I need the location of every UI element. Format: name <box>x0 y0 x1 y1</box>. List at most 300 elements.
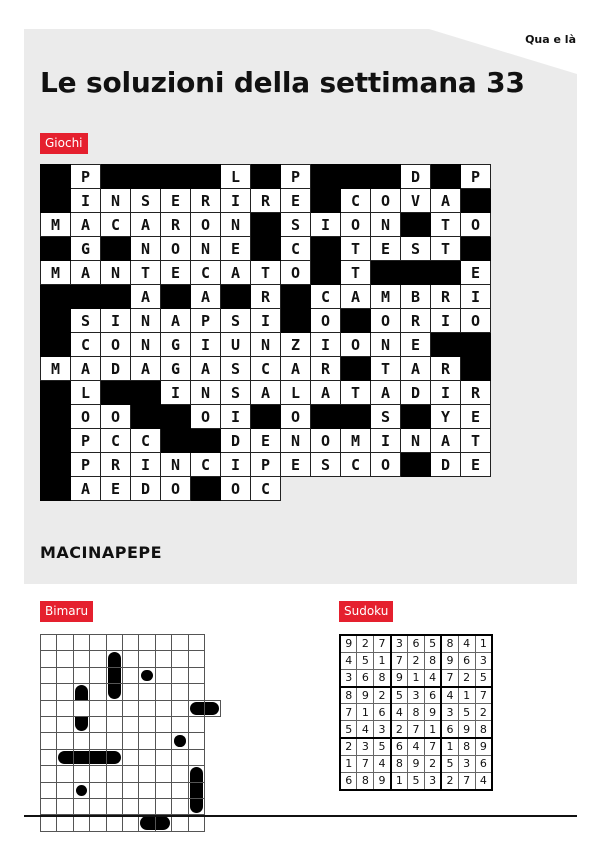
letter-cell: L <box>221 165 251 189</box>
letter-cell: O <box>71 405 101 429</box>
black-square <box>161 405 191 429</box>
letter-cell: I <box>221 405 251 429</box>
sudoku-cell: 9 <box>357 687 374 704</box>
sudoku-cell: 9 <box>441 652 458 669</box>
letter-cell: E <box>371 237 401 261</box>
letter-cell: P <box>71 165 101 189</box>
sudoku-cell: 7 <box>357 755 374 772</box>
bimaru-cell <box>90 635 106 651</box>
bimaru-cell <box>73 700 89 716</box>
letter-cell: R <box>311 357 341 381</box>
sudoku-cell: 3 <box>340 669 357 686</box>
bimaru-cell <box>122 782 138 798</box>
bimaru-cell <box>155 684 171 700</box>
sudoku-cell: 6 <box>475 755 492 772</box>
letter-cell: U <box>221 333 251 357</box>
bimaru-cell <box>188 749 204 765</box>
bimaru-cell <box>139 667 155 683</box>
letter-cell: O <box>461 309 491 333</box>
black-square <box>311 261 341 285</box>
bimaru-cell <box>188 651 204 667</box>
sudoku-cell: 7 <box>374 635 391 652</box>
letter-cell: C <box>341 453 371 477</box>
black-square <box>311 165 341 189</box>
bimaru-cell <box>73 798 89 814</box>
letter-cell: S <box>221 309 251 333</box>
letter-cell: P <box>71 429 101 453</box>
bimaru-cell <box>73 749 89 765</box>
letter-cell: I <box>131 453 161 477</box>
letter-cell: T <box>131 261 161 285</box>
letter-cell: O <box>101 405 131 429</box>
sudoku-cell: 9 <box>391 669 408 686</box>
sudoku-cell: 9 <box>340 635 357 652</box>
bimaru-cell <box>122 651 138 667</box>
bimaru-grid <box>40 634 221 832</box>
letter-cell: C <box>101 429 131 453</box>
sudoku-cell: 6 <box>340 773 357 790</box>
letter-cell: A <box>431 429 461 453</box>
letter-cell: I <box>431 309 461 333</box>
bimaru-cell <box>41 700 57 716</box>
letter-cell: S <box>371 405 401 429</box>
black-square <box>101 165 131 189</box>
letter-cell: I <box>251 309 281 333</box>
black-square <box>461 333 491 357</box>
letter-cell: A <box>341 285 371 309</box>
black-square <box>461 237 491 261</box>
crossword-row <box>41 333 491 357</box>
letter-cell: E <box>461 405 491 429</box>
bimaru-cell <box>122 667 138 683</box>
letter-cell: N <box>251 333 281 357</box>
black-square <box>41 285 71 309</box>
black-square <box>41 189 71 213</box>
ship-segment <box>190 767 203 781</box>
sudoku-cell: 4 <box>357 721 374 738</box>
bimaru-cell <box>188 798 204 814</box>
letter-cell: S <box>71 309 101 333</box>
letter-cell: B <box>401 285 431 309</box>
sudoku-cell: 8 <box>424 652 441 669</box>
bimaru-cell <box>41 782 57 798</box>
letter-cell: T <box>341 237 371 261</box>
sudoku-cell: 1 <box>441 738 458 755</box>
letter-cell: L <box>71 381 101 405</box>
letter-cell: R <box>461 381 491 405</box>
empty-cell <box>311 477 341 501</box>
bimaru-cell <box>172 766 188 782</box>
sudoku-cell: 2 <box>475 704 492 721</box>
bimaru-cell <box>73 651 89 667</box>
letter-cell: I <box>311 333 341 357</box>
sudoku-cell: 8 <box>357 773 374 790</box>
bimaru-cell <box>106 716 122 732</box>
black-square <box>341 405 371 429</box>
black-square <box>251 405 281 429</box>
letter-cell: A <box>131 285 161 309</box>
bimaru-cell <box>172 651 188 667</box>
bimaru-cell <box>122 798 138 814</box>
letter-cell: C <box>191 261 221 285</box>
bimaru-cell <box>122 766 138 782</box>
letter-cell: S <box>401 237 431 261</box>
bimaru-cell <box>122 716 138 732</box>
letter-cell: R <box>161 213 191 237</box>
sudoku-cell: 3 <box>424 773 441 790</box>
bimaru-cell <box>41 684 57 700</box>
letter-cell: G <box>161 357 191 381</box>
sudoku-cell: 8 <box>458 738 475 755</box>
black-square <box>41 381 71 405</box>
letter-cell: N <box>281 429 311 453</box>
letter-cell: C <box>311 285 341 309</box>
letter-cell: C <box>191 453 221 477</box>
letter-cell: N <box>161 453 191 477</box>
bimaru-cell <box>57 700 73 716</box>
bimaru-cell <box>172 684 188 700</box>
black-square <box>71 285 101 309</box>
bimaru-cell <box>106 733 122 749</box>
bimaru-cell <box>139 635 155 651</box>
empty-cell <box>431 477 461 501</box>
letter-cell: O <box>311 309 341 333</box>
bimaru-cell <box>106 651 122 667</box>
bimaru-cell <box>57 635 73 651</box>
black-square <box>401 405 431 429</box>
sudoku-cell: 5 <box>374 738 391 755</box>
bimaru-cell <box>172 716 188 732</box>
bimaru-cell <box>90 782 106 798</box>
sudoku-cell: 8 <box>475 721 492 738</box>
black-square <box>251 165 281 189</box>
letter-cell: A <box>71 213 101 237</box>
bimaru-cell <box>106 749 122 765</box>
sudoku-cell: 9 <box>475 738 492 755</box>
letter-cell: D <box>401 381 431 405</box>
bimaru-cell <box>57 667 73 683</box>
black-square <box>101 381 131 405</box>
letter-cell: A <box>71 357 101 381</box>
bimaru-cell <box>122 684 138 700</box>
sudoku-cell: 2 <box>357 635 374 652</box>
sudoku-cell: 7 <box>441 669 458 686</box>
letter-cell: V <box>401 189 431 213</box>
bimaru-cell <box>41 749 57 765</box>
letter-cell: O <box>371 189 401 213</box>
letter-cell: S <box>281 213 311 237</box>
crossword-row <box>41 405 491 429</box>
black-square <box>41 429 71 453</box>
letter-cell: E <box>461 453 491 477</box>
bimaru-cell <box>90 749 106 765</box>
letter-cell: N <box>131 333 161 357</box>
letter-cell: O <box>161 237 191 261</box>
sudoku-cell: 7 <box>475 687 492 704</box>
letter-cell: N <box>221 213 251 237</box>
sudoku-cell: 9 <box>374 773 391 790</box>
sudoku-cell: 3 <box>391 635 408 652</box>
black-square <box>41 237 71 261</box>
black-square <box>401 213 431 237</box>
sudoku-cell: 5 <box>475 669 492 686</box>
crossword-row <box>41 453 491 477</box>
black-square <box>341 357 371 381</box>
letter-cell: C <box>251 477 281 501</box>
empty-cell <box>371 477 401 501</box>
bimaru-cell <box>90 651 106 667</box>
bimaru-cell <box>122 815 138 831</box>
sudoku-cell: 6 <box>424 687 441 704</box>
bimaru-cell <box>139 815 155 831</box>
bimaru-cell <box>90 667 106 683</box>
letter-cell: O <box>101 333 131 357</box>
bimaru-cell <box>155 782 171 798</box>
letter-cell: D <box>221 429 251 453</box>
sudoku-cell: 7 <box>408 721 425 738</box>
bimaru-cell <box>90 716 106 732</box>
black-square <box>371 261 401 285</box>
bimaru-cell <box>73 782 89 798</box>
letter-cell: R <box>251 285 281 309</box>
letter-cell: S <box>221 381 251 405</box>
letter-cell: R <box>251 189 281 213</box>
black-square <box>341 165 371 189</box>
sudoku-cell: 4 <box>391 704 408 721</box>
letter-cell: P <box>251 453 281 477</box>
empty-cell <box>281 477 311 501</box>
bimaru-cell <box>188 782 204 798</box>
sudoku-cell: 3 <box>441 704 458 721</box>
sudoku-cell: 5 <box>340 721 357 738</box>
bimaru-cell <box>90 798 106 814</box>
black-square <box>161 285 191 309</box>
bimaru-cell <box>106 635 122 651</box>
letter-cell: A <box>71 261 101 285</box>
sudoku-cell: 3 <box>357 738 374 755</box>
letter-cell: I <box>221 189 251 213</box>
bimaru-cell <box>106 815 122 831</box>
letter-cell: T <box>371 357 401 381</box>
sudoku-cell: 9 <box>424 704 441 721</box>
crossword-grid <box>40 164 491 501</box>
black-square <box>41 309 71 333</box>
letter-cell: T <box>341 261 371 285</box>
black-square <box>131 381 161 405</box>
letter-cell: A <box>131 357 161 381</box>
bimaru-cell <box>57 684 73 700</box>
bimaru-cell <box>188 766 204 782</box>
bimaru-cell <box>204 700 220 716</box>
black-square <box>191 429 221 453</box>
letter-cell: A <box>71 477 101 501</box>
sudoku-grid <box>339 634 493 791</box>
crossword-row <box>41 429 491 453</box>
letter-cell: N <box>101 261 131 285</box>
ship-segment <box>90 751 105 764</box>
letter-cell: D <box>401 165 431 189</box>
sudoku-cell: 5 <box>391 687 408 704</box>
letter-cell: O <box>191 213 221 237</box>
bimaru-cell <box>188 815 204 831</box>
letter-cell: O <box>161 477 191 501</box>
black-square <box>311 237 341 261</box>
sudoku-cell: 1 <box>475 635 492 652</box>
sudoku-cell: 4 <box>424 669 441 686</box>
black-square <box>191 165 221 189</box>
letter-cell: O <box>341 333 371 357</box>
bimaru-cell <box>172 700 188 716</box>
letter-cell: O <box>371 309 401 333</box>
bimaru-cell <box>90 815 106 831</box>
empty-cell <box>401 477 431 501</box>
ship-segment <box>156 816 170 829</box>
black-square <box>341 309 371 333</box>
letter-cell: C <box>341 189 371 213</box>
bimaru-cell <box>57 815 73 831</box>
section-label: Qua e là <box>525 33 576 46</box>
sudoku-cell: 1 <box>408 669 425 686</box>
black-square <box>41 333 71 357</box>
letter-cell: N <box>131 309 161 333</box>
bimaru-cell <box>73 815 89 831</box>
sudoku-cell: 3 <box>374 721 391 738</box>
bimaru-cell <box>41 667 57 683</box>
ship-segment <box>141 670 152 681</box>
letter-cell: T <box>461 429 491 453</box>
sudoku-cell: 6 <box>408 635 425 652</box>
ship-segment <box>205 702 219 715</box>
letter-cell: P <box>191 309 221 333</box>
sudoku-cell: 4 <box>340 652 357 669</box>
sudoku-cell: 7 <box>424 738 441 755</box>
ship-segment <box>76 785 87 796</box>
black-square <box>431 261 461 285</box>
ship-segment <box>58 751 72 764</box>
letter-cell: A <box>191 285 221 309</box>
sudoku-cell: 8 <box>441 635 458 652</box>
black-square <box>281 309 311 333</box>
letter-cell: A <box>251 381 281 405</box>
bimaru-cell <box>41 815 57 831</box>
bimaru-cell <box>155 716 171 732</box>
bimaru-cell <box>106 798 122 814</box>
letter-cell: E <box>101 477 131 501</box>
sudoku-label: Sudoku <box>339 601 393 622</box>
sudoku-cell: 2 <box>340 738 357 755</box>
letter-cell: C <box>251 357 281 381</box>
letter-cell: N <box>401 429 431 453</box>
black-square <box>461 189 491 213</box>
letter-cell: C <box>101 213 131 237</box>
black-square <box>281 285 311 309</box>
bimaru-cell <box>188 635 204 651</box>
letter-cell: N <box>101 189 131 213</box>
letter-cell: N <box>371 333 401 357</box>
letter-cell: E <box>221 237 251 261</box>
bimaru-cell <box>122 733 138 749</box>
letter-cell: E <box>161 189 191 213</box>
letter-cell: A <box>431 189 461 213</box>
letter-cell: E <box>401 333 431 357</box>
letter-cell: C <box>71 333 101 357</box>
letter-cell: R <box>101 453 131 477</box>
black-square <box>371 165 401 189</box>
sudoku-cell: 1 <box>424 721 441 738</box>
black-square <box>431 333 461 357</box>
sudoku-cell: 3 <box>458 755 475 772</box>
bimaru-cell <box>155 766 171 782</box>
bimaru-cell <box>90 766 106 782</box>
letter-cell: O <box>221 477 251 501</box>
bimaru-cell <box>57 782 73 798</box>
letter-cell: S <box>221 357 251 381</box>
sudoku-cell: 5 <box>357 652 374 669</box>
sudoku-cell: 8 <box>374 669 391 686</box>
bimaru-cell <box>172 782 188 798</box>
letter-cell: A <box>401 357 431 381</box>
letter-cell: E <box>281 453 311 477</box>
letter-cell: A <box>281 357 311 381</box>
bimaru-cell <box>155 667 171 683</box>
black-square <box>191 477 221 501</box>
bimaru-cell <box>122 635 138 651</box>
sudoku-cell: 4 <box>441 687 458 704</box>
letter-cell: E <box>251 429 281 453</box>
letter-cell: I <box>161 381 191 405</box>
letter-cell: D <box>101 357 131 381</box>
bimaru-cell <box>90 700 106 716</box>
crossword-row <box>41 237 491 261</box>
sudoku-cell: 7 <box>391 652 408 669</box>
crossword-row <box>41 285 491 309</box>
letter-cell: I <box>101 309 131 333</box>
black-square <box>311 189 341 213</box>
ship-segment <box>190 799 203 813</box>
bimaru-label: Bimaru <box>40 601 93 622</box>
crossword-row <box>41 165 491 189</box>
letter-cell: I <box>71 189 101 213</box>
bimaru-cell <box>73 766 89 782</box>
sudoku-cell: 3 <box>475 652 492 669</box>
sudoku-cell: 6 <box>391 738 408 755</box>
black-square <box>311 405 341 429</box>
letter-cell: L <box>281 381 311 405</box>
bimaru-cell <box>57 749 73 765</box>
bimaru-cell <box>188 716 204 732</box>
empty-cell <box>341 477 371 501</box>
sudoku-cell: 2 <box>458 669 475 686</box>
sudoku-cell: 4 <box>458 635 475 652</box>
ship-segment <box>108 668 121 683</box>
black-square <box>41 405 71 429</box>
bimaru-cell <box>57 733 73 749</box>
bimaru-cell <box>139 733 155 749</box>
crossword-row <box>41 189 491 213</box>
letter-cell: A <box>131 213 161 237</box>
bimaru-cell <box>73 716 89 732</box>
black-square <box>161 429 191 453</box>
bimaru-cell <box>139 651 155 667</box>
sudoku-cell: 5 <box>441 755 458 772</box>
letter-cell: C <box>131 429 161 453</box>
letter-cell: I <box>461 285 491 309</box>
bimaru-cell <box>41 635 57 651</box>
ship-segment <box>190 783 203 798</box>
sudoku-cell: 6 <box>357 669 374 686</box>
letter-cell: N <box>371 213 401 237</box>
bimaru-cell <box>41 716 57 732</box>
